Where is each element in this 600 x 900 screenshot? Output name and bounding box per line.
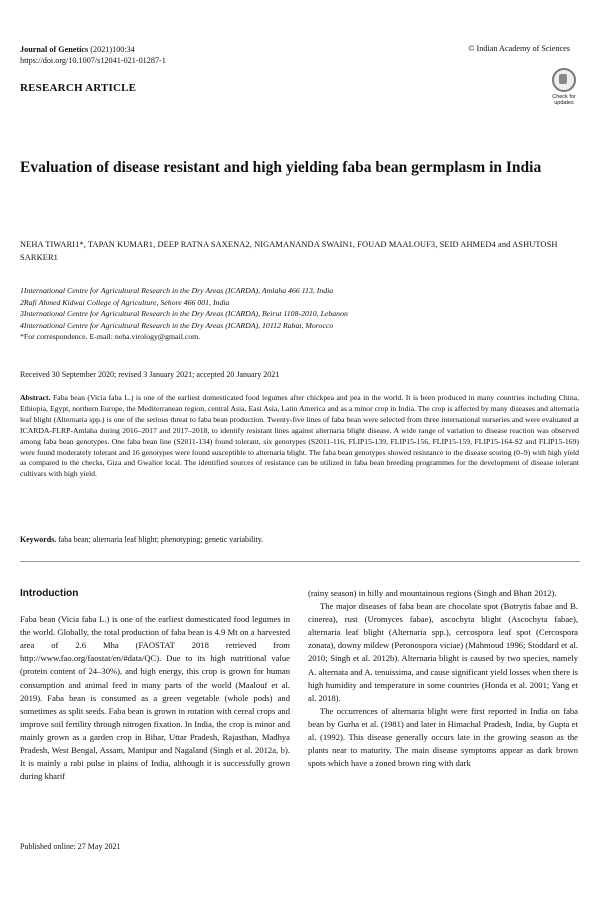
- section-divider: [20, 561, 580, 562]
- affiliation-2: 2Rafi Ahmed Kidwai College of Agriculture, Sehore 466 001, India: [20, 297, 230, 307]
- intro-paragraph-3: The occurrences of alternaria blight were first reported in India on faba bean by Gurha et al. (1981) and later in Himachal Pradesh, India, by Gupta et al. (1992). This disease generally occurs late in the growing season as the plants near to maturity. The main disease symptoms appear as dark brown spots which have a zoned brown ring with dark: [308, 705, 578, 769]
- history-dates: Received 30 September 2020; revised 3 January 2021; accepted 20 January 2021: [20, 370, 280, 379]
- intro-paragraph-2: The major diseases of faba bean are chocolate spot (Botrytis fabae and B. cinerea), rust (Uromyces fabae), ascochyta blight (Ascochyta fabae), alternaria leaf blight (Alternaria spp.), cercospora leaf spot (Cercospora zonata), downy mildew (Peronospora viciae) (Mahmoud 1996; Stoddard et al. 2010; Singh et al. 2012b). Alternaria blight is caused by two species, namely A. alternata and A. tenuissima, and cause significant yield losses when there is high humidity and temperature in some countries (Honda et al. 2001; Yang et al. 2018).: [308, 601, 578, 703]
- affiliation-3: 3International Centre for Agricultural Research in the Dry Areas (ICARDA), Beirut 1108-2010, Lebanon: [20, 309, 348, 319]
- affiliation-1: 1International Centre for Agricultural Research in the Dry Areas (ICARDA), Amlaha 466 113, India: [20, 286, 334, 295]
- column-left: [20, 587, 290, 783]
- paper-title: Evaluation of disease resistant and high yielding faba bean germplasm in India: [20, 159, 542, 176]
- journal-citation: [20, 44, 166, 66]
- intro-paragraph-1: Faba bean (Vicia faba L.) is one of the earliest domesticated food legumes in the world. Globally, the total production of faba bean is 4.9 Mt on a harvested area of 2.6 Mha (FAOSTAT 2018 retrieved from http://www.fao.org/faostat/en/#data/QC). Due to its high nutritional value (protein content of 24–30%), and high energy, this crop is grown for human consumption and animal feed in many parts of the world (Maalouf et al. 2019). Faba bean is consumed as a green vegetable (whole pods) and sometimes as split seeds. Faba bean is grown in rotation with cereal crops and improve soil fertility through nitrogen fixation. In India, the crop is minor and mainly grown as a garden crop in Bihar, Uttar Pradesh, Rajasthan, Madhya Pradesh, West Bengal, Assam, Manipur and Nagaland (Singh et al. 2012a, b). It is mainly a rabi pulse in plains of India, although it is successfully grown during kharif: [20, 614, 290, 782]
- column-right: [308, 587, 578, 770]
- abstract: [20, 393, 579, 480]
- abstract-text: Faba bean (Vicia faba L.) is one of the earliest domesticated food legumes after chickpea and pea in the world. It is been produced in many countries including China, Ethiopia, Egypt, northern Europe, the Mediterranean region, central Asia, East Asia, Latin America and as a minor crop in India. The crop is affected by many diseases and alternaria leaf blight (Alternaria spp.) is one of the serious threat to faba bean production. Twenty-five lines of faba bean were selected from three international nurseries and were evaluated at ICARDA-FLRP-Amlaha during 2016–2017 and 2017–2018, to identify resistant lines against alternaria blight disease. A wide range of variation to disease reaction was observed among faba bean genotypes. One faba bean line (S2011-134) found tolerant, six genotypes (S2011-116, FLIP15-139, FLIP15-156, FLIP15-159, FLIP15-164-S2 and FLIP15-169) were found moderately tolerant and 16 genotypes were found susceptible to alternaria blight. The faba bean genotypes showed resistance to the disease scoring (0–9) with high yield as compared to the checks, Giza and Gwalior local. The identified sources of resistance can be utilized in faba bean breeding programmes for the development of disease tolerant cultivars with high yield.: [20, 393, 580, 479]
- abstract-label: Abstract.: [20, 393, 51, 402]
- introduction-heading: Introduction: [20, 588, 79, 599]
- check-for-updates-badge[interactable]: [547, 68, 581, 106]
- intro-paragraph-1-continued: (rainy season) in hilly and mountainous regions (Singh and Bhatt 2012).: [308, 588, 557, 598]
- check-updates-icon: [552, 68, 576, 92]
- correspondence: *For correspondence. E-mail: neha.virology@gmail.com.: [20, 332, 201, 342]
- published-online: Published online: 27 May 2021: [20, 842, 121, 851]
- doi-link[interactable]: https://doi.org/10.1007/s12041-021-01287-1: [20, 56, 166, 65]
- keywords-text: faba bean; alternaria leaf blight; phenotyping; genetic variability.: [58, 535, 264, 544]
- author-list: NEHA TIWARI1*, TAPAN KUMAR1, DEEP RATNA SAXENA2, NIGAMANANDA SWAIN1, FOUAD MAALOUF3, SEID AHMED4 and ASHUTOSH SARKER1: [20, 240, 558, 262]
- check-updates-label: Check for updates: [552, 94, 576, 106]
- affiliation-4: 4International Centre for Agricultural Research in the Dry Areas (ICARDA), 10112 Rabat, Morocco: [20, 320, 334, 330]
- journal-volume: (2021)100:34: [88, 45, 135, 54]
- keywords: [20, 535, 263, 544]
- affiliations: [20, 285, 580, 343]
- article-type: RESEARCH ARTICLE: [20, 82, 137, 94]
- journal-name: Journal of Genetics: [20, 45, 89, 54]
- keywords-label: Keywords.: [20, 535, 57, 544]
- publisher-copyright: © Indian Academy of Sciences: [468, 44, 570, 53]
